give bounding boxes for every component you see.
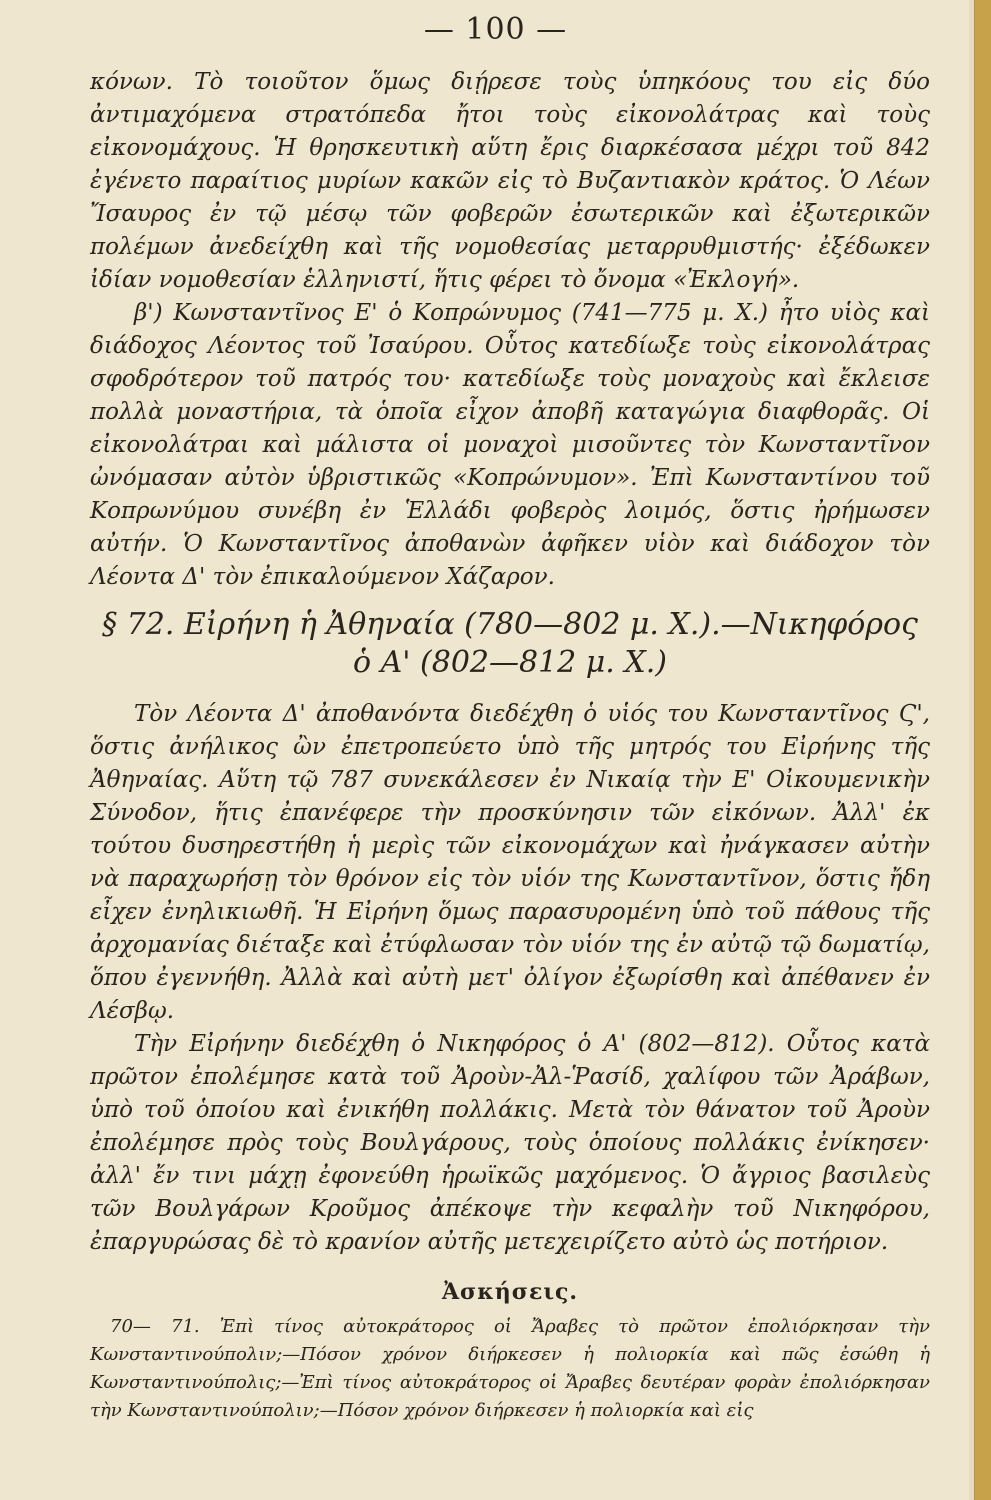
paragraph-iconoclasm: κόνων. Τὸ τοιοῦτον ὅμως διῄρεσε τοὺς ὑπηκόους του εἰς δύο ἀντιμαχόμενα στρατόπεδα ἤτοι τοὺς εἰκονολάτρας καὶ τοὺς εἰκονομάχους. Ἡ θρησκευτικὴ αὕτη ἔρις διαρκέσασα μέχρι τοῦ 842 ἐγένετο παραίτιος μυρίων κακῶν εἰς τὸ Βυζαντιακὸν κράτος. Ὁ Λέων Ἴσαυρος ἐν τῷ μέσῳ τῶν φοβερῶν ἐσωτερικῶν καὶ ἐξωτερικῶν πολέμων ἀνεδείχθη καὶ τῆς νομοθεσίας μεταρρυθμιστής· ἐξέδωκεν ἰδίαν νομοθεσίαν ἑλληνιστί, ἥτις φέρει τὸ ὄνομα «Ἐκλογή». [90,69,930,293]
paragraph-constantine-v: β') Κωνσταντῖνος Ε' ὁ Κοπρώνυμος (741—775 μ. Χ.) ἦτο υἱὸς καὶ διάδοχος Λέοντος τοῦ Ἰσαύρου. Οὗτος κατεδίωξε τοὺς εἰκονολάτρας σφοδρότερον τοῦ πατρός του· κατεδίωξε τοὺς μοναχοὺς καὶ ἔκλεισε πολλὰ μοναστήρια, τὰ ὁποῖα εἶχον ἀποβῆ καταγώγια διαφθορᾶς. Οἱ εἰκονολάτραι καὶ μάλιστα οἱ μοναχοὶ μισοῦντες τὸν Κωνσταντῖνον ὠνόμασαν αὐτὸν ὑβριστικῶς «Κοπρώνυμον». Ἐπὶ Κωνσταντίνου τοῦ Κοπρωνύμου συνέβη ἐν Ἑλλάδι φοβερὸς λοιμός, ὅστις ἠρήμωσεν αὐτήν. Ὁ Κωνσταντῖνος ἀποθανὼν ἀφῆκεν υἱὸν καὶ διάδοχον τὸν Λέοντα Δ' τὸν ἐπικαλούμενον Χάζαρον. [90,300,930,590]
page-body [90,66,930,1425]
page-edge-binding [974,0,991,1500]
page-number: — 100 — [423,12,568,47]
exercises-title: Ἀσκήσεις. [441,1279,579,1305]
exercises-text: 70— 71. Ἐπὶ τίνος αὐτοκράτορος οἱ Ἄραβες τὸ πρῶτον ἐπολιόρκησαν τὴν Κωνσταντινούπολιν;—Πόσον χρόνον διήρκεσεν ἡ πολιορκία καὶ πῶς ἐσώθη ἡ Κωνσταντινούπολις;—Ἐπὶ τίνος αὐτοκράτορος οἱ Ἄραβες δευτέραν φορὰν ἐπολιόρκησαν τὴν Κωνσταντινούπολιν;—Πόσον χρόνον διήρκεσεν ἡ πολιορκία καὶ εἰς [90,1316,930,1421]
section-heading-72: § 72. Εἰρήνη ἡ Ἀθηναία (780—802 μ. Χ.).—Νικηφόρος ὁ Α' (802—812 μ. Χ.) [102,607,918,680]
paragraph-irene: Τὸν Λέοντα Δ' ἀποθανόντα διεδέχθη ὁ υἱός του Κωνσταντῖνος Ϛ', ὅστις ἀνήλικος ὢν ἐπετροπεύετο ὑπὸ τῆς μητρός του Εἰρήνης τῆς Ἀθηναίας. Αὕτη τῷ 787 συνεκάλεσεν ἐν Νικαίᾳ τὴν Ε' Οἰκουμενικὴν Σύνοδον, ἥτις ἐπανέφερε τὴν προσκύνησιν τῶν εἰκόνων. Ἀλλ' ἐκ τούτου δυσηρεστήθη ἡ μερὶς τῶν εἰκονομάχων καὶ ἠνάγκασεν αὐτὴν νὰ παραχωρήσῃ τὸν θρόνον εἰς τὸν υἱόν της Κωνσταντῖνον, ὅστις ἤδη εἶχεν ἐνηλικιωθῆ. Ἡ Εἰρήνη ὅμως παρασυρομένη ὑπὸ τοῦ πάθους τῆς ἀρχομανίας διέταξε καὶ ἐτύφλωσαν τὸν υἱόν της ἐν αὐτῷ τῷ δωματίῳ, ὅπου ἐγεννήθη. Ἀλλὰ καὶ αὐτὴ μετ' ὀλίγον ἐξωρίσθη καὶ ἀπέθανεν ἐν Λέσβῳ. [90,701,930,1024]
paragraph-nikephoros: Τὴν Εἰρήνην διεδέχθη ὁ Νικηφόρος ὁ Α' (802—812). Οὗτος κατὰ πρῶτον ἐπολέμησε κατὰ τοῦ Ἀροὺν-Ἀλ-Ῥασίδ, χαλίφου τῶν Ἀράβων, ὑπὸ τοῦ ὁποίου καὶ ἐνικήθη πολλάκις. Μετὰ τὸν θάνατον τοῦ Ἀροὺν ἐπολέμησε πρὸς τοὺς Βουλγάρους, τοὺς ὁποίους πολλάκις ἐνίκησεν· ἀλλ' ἔν τινι μάχῃ ἐφονεύθη ἡρωϊκῶς μαχόμενος. Ὁ ἄγριος βασιλεὺς τῶν Βουλγάρων Κροῦμος ἀπέκοψε τὴν κεφαλὴν τοῦ Νικηφόρου, ἐπαργυρώσας δὲ τὸ κρανίον αὐτῆς μετεχειρίζετο αὐτὸ ὡς ποτήριον. [90,1031,930,1255]
